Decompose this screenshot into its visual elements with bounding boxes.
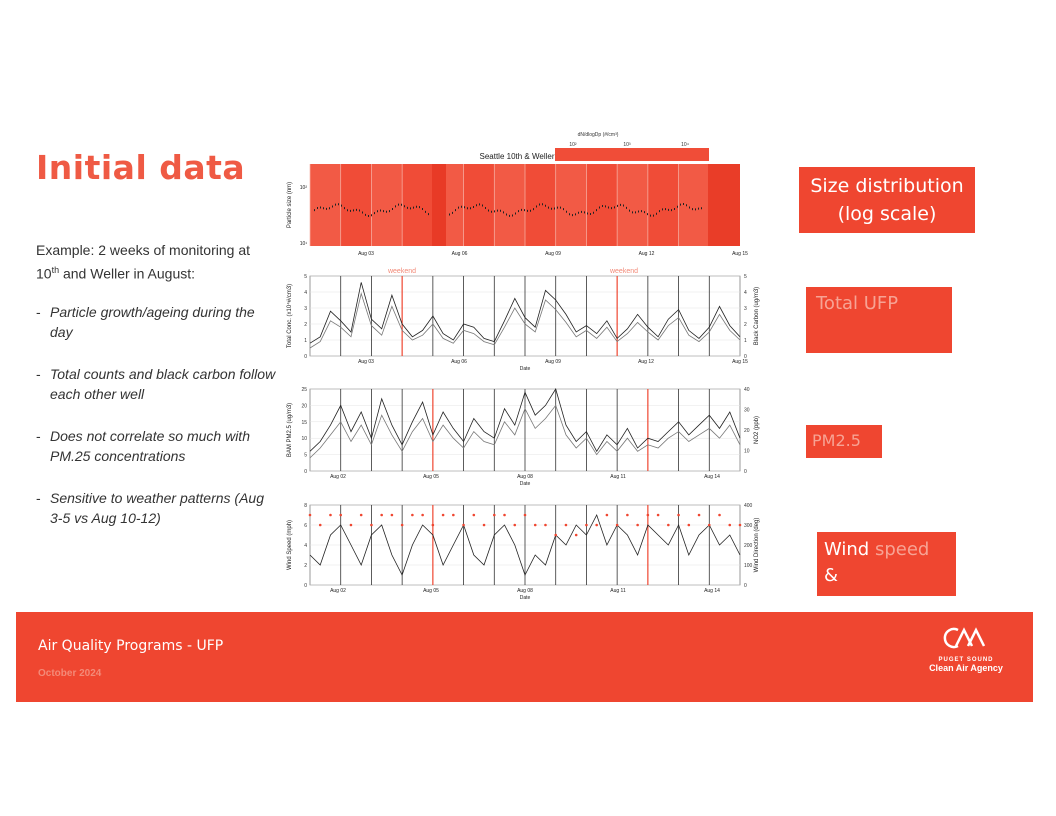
y-tick-right: 20	[744, 428, 750, 434]
series-point	[473, 514, 476, 517]
y-tick-left: 4	[304, 543, 307, 549]
x-tick: Aug 03	[358, 359, 374, 365]
y-tick-left: 6	[304, 523, 307, 529]
y-tick-left: 0	[304, 469, 307, 475]
series-point	[442, 514, 445, 517]
x-tick: Aug 06	[451, 251, 468, 257]
bullet-item: - Sensitive to weather patterns (Aug 3-5 vs Aug 10-12)	[36, 488, 276, 528]
x-tick: Aug 05	[423, 474, 439, 480]
total-ufp-label: Total UFP	[806, 287, 952, 353]
y-tick-left: 2	[304, 563, 307, 569]
series-point	[616, 524, 619, 527]
series-point	[452, 514, 455, 517]
series-point	[657, 514, 660, 517]
heatmap-band	[586, 164, 617, 246]
series-point	[698, 514, 701, 517]
series-point	[647, 514, 650, 517]
series-point	[483, 524, 486, 527]
series-point	[585, 524, 588, 527]
size-distribution-label: Size distribution (log scale)	[799, 167, 975, 233]
y-tick-left: 25	[301, 387, 307, 393]
x-tick: Aug 08	[517, 474, 533, 480]
colorbar-tick: 10³	[623, 142, 631, 148]
colorbar-label: dN/dlogDp (#/cm³)	[577, 132, 619, 138]
annotation: weekend	[387, 268, 417, 275]
intro-text: Example: 2 weeks of monitoring at 10th and Weller in August:	[36, 242, 250, 282]
y-axis-label-left: Total Conc. (x10⁴#/cm3)	[287, 283, 293, 349]
heatmap-band	[310, 164, 341, 246]
x-tick: Aug 12	[638, 251, 655, 257]
y-tick-right: 5	[744, 274, 747, 280]
total-ufp-chart	[282, 262, 760, 384]
y-axis-label-left: BAM PM2.5 (ug/m3)	[287, 402, 293, 458]
y-tick-right: 1	[744, 338, 747, 344]
wind-chart	[282, 497, 760, 615]
heatmap-band	[648, 164, 679, 246]
annotation: weekend	[609, 268, 639, 275]
y-tick-right: 40	[744, 387, 750, 393]
colorbar-tick: 10²	[569, 142, 577, 148]
y-axis-label: Particle size (nm)	[287, 181, 293, 229]
y-tick-left: 15	[301, 419, 307, 426]
chart-title: Seattle 10th & Weller	[479, 152, 555, 161]
x-tick: Aug 12	[638, 359, 654, 365]
y-tick-right: 300	[744, 523, 753, 529]
x-tick: Aug 15	[732, 359, 748, 365]
series-point	[329, 514, 332, 517]
y-tick-left: 3	[304, 306, 307, 312]
y-axis-label-right: NO2 (ppb)	[754, 415, 760, 445]
size-distribution-chart	[282, 128, 752, 260]
heatmap-band	[402, 164, 433, 246]
series-point	[728, 524, 731, 527]
x-tick: Aug 09	[545, 359, 561, 365]
footer-bar	[16, 612, 1033, 702]
series-point	[595, 524, 598, 527]
x-tick: Aug 03	[358, 251, 374, 257]
x-tick: Aug 15	[732, 251, 748, 257]
x-tick: Aug 02	[330, 588, 346, 594]
x-tick: Aug 11	[610, 474, 626, 480]
series-point	[309, 514, 312, 517]
series-point	[339, 514, 342, 517]
y-axis-label-right: Black Carbon (ug/m3)	[754, 286, 760, 346]
heatmap-band	[494, 164, 525, 246]
series-point	[513, 524, 516, 527]
bullet-item: - Does not correlate so much with PM.25 concentrations	[36, 426, 276, 466]
y-tick-right: 4	[744, 290, 747, 296]
y-tick-right: 0	[744, 583, 747, 589]
y-tick-left: 5	[304, 452, 307, 459]
y-tick-right: 100	[744, 563, 753, 569]
series-point	[411, 514, 414, 517]
series-point	[421, 514, 424, 517]
series-point	[554, 534, 557, 537]
x-tick: Aug 08	[517, 588, 533, 594]
series-point	[524, 514, 527, 517]
y-tick-left: 4	[304, 290, 307, 296]
heatmap-band	[525, 164, 556, 246]
x-tick: Aug 05	[423, 588, 439, 594]
x-tick: Aug 09	[545, 251, 561, 257]
heatmap-gap	[432, 164, 446, 246]
series-point	[565, 524, 568, 527]
heatmap-band	[371, 164, 402, 246]
series-point	[534, 524, 537, 527]
bullet-item: - Total counts and black carbon follow each other well	[36, 364, 276, 404]
series-point	[432, 524, 435, 527]
footer-title: Air Quality Programs - UFP	[38, 638, 224, 654]
y-axis-label-left: Wind Speed (mph)	[287, 519, 293, 571]
x-tick: Aug 11	[610, 588, 626, 594]
x-tick: Aug 14	[704, 474, 720, 480]
x-axis-label: Date	[519, 481, 531, 487]
x-axis-label: Date	[519, 366, 531, 372]
pm25-chart	[282, 383, 760, 495]
series-point	[493, 514, 496, 517]
y-tick: 10²	[299, 185, 307, 191]
y-tick-right: 0	[744, 354, 747, 360]
series-point	[350, 524, 353, 527]
colorbar-tick: 10⁴	[681, 142, 689, 148]
series-point	[503, 514, 506, 517]
series-point	[370, 524, 373, 527]
series-point	[636, 524, 639, 527]
heatmap-band	[556, 164, 587, 246]
heatmap-gap	[708, 164, 740, 246]
y-tick-right: 0	[744, 469, 747, 475]
y-tick-right: 2	[744, 322, 747, 328]
series-point	[708, 524, 711, 527]
y-tick-right: 200	[744, 543, 753, 549]
series-point	[688, 524, 691, 527]
series-point	[380, 514, 383, 517]
bullet-item: - Particle growth/ageing during the day	[36, 302, 276, 342]
pm25-label: PM2.5	[806, 425, 882, 458]
series-point	[319, 524, 322, 527]
colorbar	[555, 148, 709, 161]
y-tick-right: 30	[744, 407, 750, 414]
heatmap-band	[617, 164, 648, 246]
x-axis-label: Date	[519, 595, 531, 601]
series-point	[626, 514, 629, 517]
y-axis-label-right: Wind Direction (deg)	[754, 517, 760, 573]
y-tick-right: 3	[744, 306, 747, 312]
y-tick-left: 20	[301, 403, 307, 410]
agency-logo-icon	[944, 626, 988, 650]
series-point	[718, 514, 721, 517]
x-tick: Aug 06	[451, 359, 467, 365]
agency-logo: PUGET SOUND Clean Air Agency	[911, 626, 1021, 673]
y-tick-left: 1	[304, 338, 307, 344]
slide-title: Initial data	[36, 148, 246, 187]
series-point	[544, 524, 547, 527]
series-point	[739, 524, 742, 527]
y-tick-left: 0	[304, 354, 307, 360]
series-point	[677, 514, 680, 517]
y-tick-left: 5	[304, 274, 307, 280]
y-tick-right: 10	[744, 448, 750, 455]
y-tick-left: 0	[304, 583, 307, 589]
footer-date: October 2024	[38, 668, 102, 679]
series-point	[667, 524, 670, 527]
y-tick-right: 400	[744, 503, 753, 509]
x-tick: Aug 14	[704, 588, 720, 594]
series-point	[606, 514, 609, 517]
series-point	[360, 514, 363, 517]
x-tick: Aug 02	[330, 474, 346, 480]
y-tick-left: 2	[304, 322, 307, 328]
heatmap-band	[464, 164, 495, 246]
series-point	[401, 524, 404, 527]
series-point	[575, 534, 578, 537]
series-point	[391, 514, 394, 517]
y-tick: 10¹	[299, 241, 307, 247]
heatmap-band	[341, 164, 372, 246]
y-tick-left: 10	[301, 436, 307, 443]
wind-label: Wind speed &	[817, 532, 956, 596]
series-point	[462, 524, 465, 527]
y-tick-left: 8	[304, 503, 307, 509]
bullet-list	[36, 302, 276, 550]
